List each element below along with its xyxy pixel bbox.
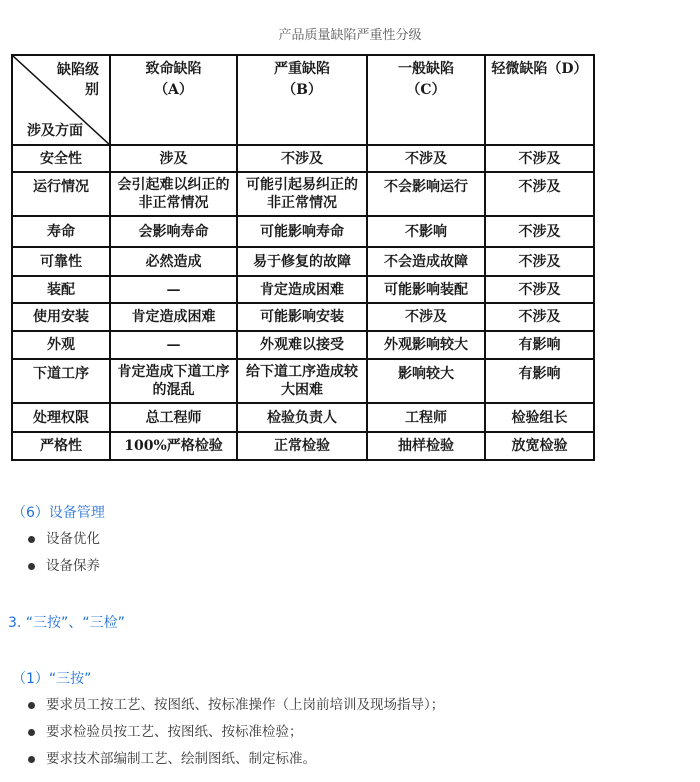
table-row xyxy=(12,247,594,276)
header-major: 严重缺陷 （B） xyxy=(237,55,367,145)
table-cell: 检验组长 xyxy=(485,403,594,432)
table-cell: 影响较大 xyxy=(367,359,485,403)
table-cell: 不涉及 xyxy=(367,303,485,331)
table-cell: 有影响 xyxy=(485,331,594,359)
header-critical: 致命缺陷 （A） xyxy=(110,55,237,145)
row-aspect: 外观 xyxy=(12,331,110,359)
table-cell: 有影响 xyxy=(485,359,594,403)
table-row xyxy=(12,145,594,172)
table-cell: — xyxy=(110,276,237,303)
table-cell: 会影响寿命 xyxy=(110,216,237,247)
section-6-heading: （6）设备管理 xyxy=(12,505,105,521)
corner-header-cell xyxy=(12,55,110,145)
list-item: 要求员工按工艺、按图纸、按标准操作（上岗前培训及现场指导）； xyxy=(24,692,444,719)
row-aspect: 下道工序 xyxy=(12,359,110,403)
row-aspect: 严格性 xyxy=(12,432,110,460)
section-3-1-list xyxy=(24,692,444,773)
table-cell: 不涉及 xyxy=(485,145,594,172)
table-caption: 产品质量缺陷严重性分级 xyxy=(278,28,422,43)
row-aspect: 安全性 xyxy=(12,145,110,172)
row-aspect: 可靠性 xyxy=(12,247,110,276)
table-cell: 可能影响安装 xyxy=(237,303,367,331)
table-cell: 正常检验 xyxy=(237,432,367,460)
table-cell: 可能影响装配 xyxy=(367,276,485,303)
table-cell: 不涉及 xyxy=(237,145,367,172)
row-aspect: 使用安装 xyxy=(12,303,110,331)
table-cell: 可能引起易纠正的非正常情况 xyxy=(237,172,367,216)
table-cell: 肯定造成下道工序的混乱 xyxy=(110,359,237,403)
table-cell: 不涉及 xyxy=(485,216,594,247)
table-cell: 不影响 xyxy=(367,216,485,247)
table-cell: 总工程师 xyxy=(110,403,237,432)
table-cell: 不涉及 xyxy=(485,247,594,276)
table-row xyxy=(12,403,594,432)
list-item: 设备优化 xyxy=(24,526,100,553)
table-cell: 易于修复的故障 xyxy=(237,247,367,276)
table-cell: 肯定造成困难 xyxy=(110,303,237,331)
table-row xyxy=(12,303,594,331)
table-cell: 会引起难以纠正的非正常情况 xyxy=(110,172,237,216)
table-cell: 给下道工序造成较大困难 xyxy=(237,359,367,403)
table-cell: 肯定造成困难 xyxy=(237,276,367,303)
table-cell: 工程师 xyxy=(367,403,485,432)
row-aspect: 装配 xyxy=(12,276,110,303)
list-item: 要求技术部编制工艺、绘制图纸、制定标准。 xyxy=(24,746,444,773)
table-cell: 抽样检验 xyxy=(367,432,485,460)
table-row xyxy=(12,172,594,216)
table-row xyxy=(12,432,594,460)
row-aspect: 运行情况 xyxy=(12,172,110,216)
section-6-list xyxy=(24,526,100,580)
table-cell: 外观影响较大 xyxy=(367,331,485,359)
table-cell: 外观难以接受 xyxy=(237,331,367,359)
table-cell: — xyxy=(110,331,237,359)
defect-severity-table xyxy=(11,54,595,461)
table-row xyxy=(12,331,594,359)
header-general: 一般缺陷 （C） xyxy=(367,55,485,145)
table-cell: 不会影响运行 xyxy=(367,172,485,216)
table-cell: 不涉及 xyxy=(485,303,594,331)
section-3-1-heading: （1）“三按” xyxy=(12,671,92,687)
corner-bottom-label: 涉及方面 xyxy=(27,123,83,139)
list-item: 设备保养 xyxy=(24,553,100,580)
table-cell: 涉及 xyxy=(110,145,237,172)
row-aspect: 寿命 xyxy=(12,216,110,247)
list-item: 要求检验员按工艺、按图纸、按标准检验； xyxy=(24,719,444,746)
table-row xyxy=(12,276,594,303)
table-cell: 不涉及 xyxy=(485,276,594,303)
row-aspect: 处理权限 xyxy=(12,403,110,432)
table-cell: 检验负责人 xyxy=(237,403,367,432)
table-cell: 放宽检验 xyxy=(485,432,594,460)
section-3-heading: 3. “三按”、“三检” xyxy=(8,615,125,631)
table-row xyxy=(12,216,594,247)
corner-top-label: 缺陷级 别 xyxy=(57,62,99,98)
table-cell: 不会造成故障 xyxy=(367,247,485,276)
table-cell: 不涉及 xyxy=(367,145,485,172)
table-cell: 可能影响寿命 xyxy=(237,216,367,247)
table-cell: 100%严格检验 xyxy=(110,432,237,460)
table-row xyxy=(12,359,594,403)
table-cell: 不涉及 xyxy=(485,172,594,216)
header-minor: 轻微缺陷（D） xyxy=(485,55,594,145)
table-cell: 必然造成 xyxy=(110,247,237,276)
